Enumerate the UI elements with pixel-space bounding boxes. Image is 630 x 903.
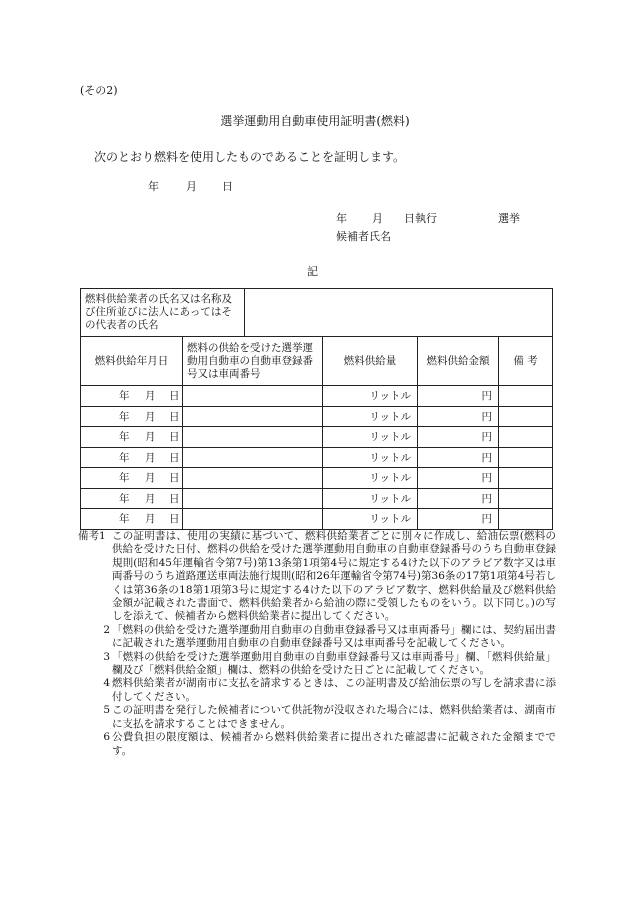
header-remarks: 備 考 [499, 337, 553, 386]
row-vehicle-cell[interactable] [183, 447, 323, 468]
row-year-label: 年 [119, 472, 130, 485]
note-text: 「燃料の供給を受けた選挙運動用自動車の自動車登録番号又は車両番号」欄、「燃料供給量」欄及び「燃料供給金額」欄は、燃料の供給を受けた日ごとに記載してください。 [112, 650, 556, 677]
supplier-value[interactable] [245, 289, 553, 337]
note-text: 公費負担の限度額は、候補者から燃料供給業者に提出された確認書に記載された金額までです。 [112, 731, 556, 757]
row-quantity-cell[interactable] [323, 509, 418, 530]
header-amount: 燃料供給金額 [418, 337, 499, 386]
row-quantity-unit: リットル [369, 390, 411, 403]
row-vehicle-cell[interactable] [183, 509, 323, 530]
election-name-label: 選挙 [498, 212, 520, 225]
table-row [81, 509, 553, 530]
note-number: 4 [103, 677, 110, 690]
row-month-label: 月 [145, 472, 156, 485]
row-amount-unit: 円 [481, 472, 492, 485]
row-remarks-cell[interactable] [499, 406, 553, 427]
row-remarks-cell[interactable] [499, 427, 553, 448]
note-item [78, 651, 556, 678]
row-month-label: 月 [145, 410, 156, 423]
row-amount-cell[interactable] [418, 386, 499, 407]
row-day-label: 日 [169, 451, 180, 464]
row-date-cell[interactable] [81, 488, 183, 509]
note-number: 備考1 [78, 530, 106, 542]
row-quantity-cell[interactable] [323, 406, 418, 427]
table-row [81, 468, 553, 489]
row-quantity-unit: リットル [369, 451, 411, 464]
row-day-label: 日 [169, 492, 180, 505]
note-item [78, 731, 556, 758]
row-vehicle-cell[interactable] [183, 386, 323, 407]
note-text: この証明書を発行した候補者について供託物が没収された場合には、燃料供給業者は、湖南市に支払を請求することはできません。 [112, 704, 556, 730]
note-number: 2 [103, 623, 110, 636]
row-amount-unit: 円 [481, 410, 492, 423]
row-remarks-cell[interactable] [499, 386, 553, 407]
election-year-label: 年 [336, 212, 347, 225]
row-amount-cell[interactable] [418, 406, 499, 427]
row-month-label: 月 [145, 513, 156, 526]
row-date-cell[interactable] [81, 427, 183, 448]
row-year-label: 年 [119, 431, 130, 444]
row-day-label: 日 [169, 390, 180, 403]
row-month-label: 月 [145, 451, 156, 464]
row-amount-cell[interactable] [418, 488, 499, 509]
note-item [78, 530, 556, 624]
form-number: (その2) [80, 84, 118, 97]
row-amount-cell[interactable] [418, 509, 499, 530]
row-amount-unit: 円 [481, 431, 492, 444]
notes-section [78, 530, 556, 758]
date-year-label: 年 [148, 180, 159, 193]
header-row [81, 337, 553, 386]
note-text: この証明書は、使用の実績に基づいて、燃料供給業者ごとに別々に作成し、給油伝票(燃料の供給を受けた日付、燃料の供給を受けた選挙運動用自動車の自動車登録番号のうち自動車登録規則(昭和45年運輸省令第7号)第13条第1項第4号に規定する4けた以下のアラビア数字又は車両番号のうち道路運送車両法施行規則(昭和26年運輸省令第74号)第36条の17第1項第4号若しくは第36条の18第1項第3号に規定する4けた以下のアラビア数字、燃料供給量及び燃料供給金額が記載された書面で、燃料供給業者から給油の際に受領したものをいう。以下同じ。)の写しを添えて、候補者から燃料供給業者に提出してください。 [112, 530, 556, 623]
table-row [81, 406, 553, 427]
fuel-supply-table [80, 288, 553, 530]
row-vehicle-cell[interactable] [183, 468, 323, 489]
row-day-label: 日 [169, 410, 180, 423]
note-text: 燃料供給業者が湖南市に支払を請求するときは、この証明書及び給油伝票の写しを請求書に添付してください。 [112, 677, 556, 703]
row-day-label: 日 [169, 472, 180, 485]
row-quantity-unit: リットル [369, 472, 411, 485]
row-quantity-unit: リットル [369, 410, 411, 423]
row-date-cell[interactable] [81, 468, 183, 489]
header-quantity: 燃料供給量 [323, 337, 418, 386]
row-remarks-cell[interactable] [499, 468, 553, 489]
row-amount-unit: 円 [481, 492, 492, 505]
document-title: 選挙運動用自動車使用証明書(燃料) [220, 114, 410, 128]
note-number: 5 [103, 704, 110, 717]
row-day-label: 日 [169, 513, 180, 526]
election-day-label: 日執行 [404, 212, 437, 225]
table-row [81, 447, 553, 468]
row-quantity-cell[interactable] [323, 447, 418, 468]
table-row [81, 386, 553, 407]
header-date: 燃料供給年月日 [81, 337, 183, 386]
supplier-row [81, 289, 553, 337]
election-month-label: 月 [372, 212, 383, 225]
row-quantity-unit: リットル [369, 431, 411, 444]
ki-marker: 記 [307, 265, 318, 278]
row-remarks-cell[interactable] [499, 509, 553, 530]
header-vehicle: 燃料の供給を受けた選挙運動用自動車の自動車登録番号又は車両番号 [183, 337, 323, 386]
candidate-name-label: 候補者氏名 [336, 230, 391, 243]
row-date-cell[interactable] [81, 386, 183, 407]
row-vehicle-cell[interactable] [183, 488, 323, 509]
row-year-label: 年 [119, 410, 130, 423]
row-date-cell[interactable] [81, 447, 183, 468]
row-amount-cell[interactable] [418, 468, 499, 489]
row-amount-cell[interactable] [418, 447, 499, 468]
note-item [78, 704, 556, 731]
row-quantity-unit: リットル [369, 513, 411, 526]
row-date-cell[interactable] [81, 509, 183, 530]
row-amount-unit: 円 [481, 513, 492, 526]
row-amount-unit: 円 [481, 451, 492, 464]
row-year-label: 年 [119, 451, 130, 464]
row-vehicle-cell[interactable] [183, 427, 323, 448]
row-quantity-cell[interactable] [323, 468, 418, 489]
note-text: 「燃料の供給を受けた選挙運動用自動車の自動車登録番号又は車両番号」欄には、契約届出書に記載された選挙運動用自動車の自動車登録番号又は車両番号を記載してください。 [112, 623, 556, 650]
note-number: 6 [103, 731, 110, 744]
note-item [78, 624, 556, 651]
row-day-label: 日 [169, 431, 180, 444]
certification-statement: 次のとおり燃料を使用したものであることを証明します。 [94, 150, 406, 164]
row-year-label: 年 [119, 492, 130, 505]
row-quantity-cell[interactable] [323, 427, 418, 448]
table-row [81, 427, 553, 448]
row-quantity-cell[interactable] [323, 386, 418, 407]
row-amount-cell[interactable] [418, 427, 499, 448]
supplier-label: 燃料供給業者の氏名又は名称及び住所並びに法人にあってはその代表者の氏名 [81, 289, 245, 337]
row-vehicle-cell[interactable] [183, 406, 323, 427]
table-row [81, 488, 553, 509]
row-remarks-cell[interactable] [499, 447, 553, 468]
note-number: 3 [103, 650, 110, 663]
row-year-label: 年 [119, 390, 130, 403]
row-month-label: 月 [145, 492, 156, 505]
row-quantity-cell[interactable] [323, 488, 418, 509]
date-day-label: 日 [222, 180, 233, 193]
row-quantity-unit: リットル [369, 492, 411, 505]
row-date-cell[interactable] [81, 406, 183, 427]
date-month-label: 月 [186, 180, 197, 193]
row-year-label: 年 [119, 513, 130, 526]
note-item [78, 677, 556, 704]
row-month-label: 月 [145, 431, 156, 444]
row-remarks-cell[interactable] [499, 488, 553, 509]
row-amount-unit: 円 [481, 390, 492, 403]
row-month-label: 月 [145, 390, 156, 403]
